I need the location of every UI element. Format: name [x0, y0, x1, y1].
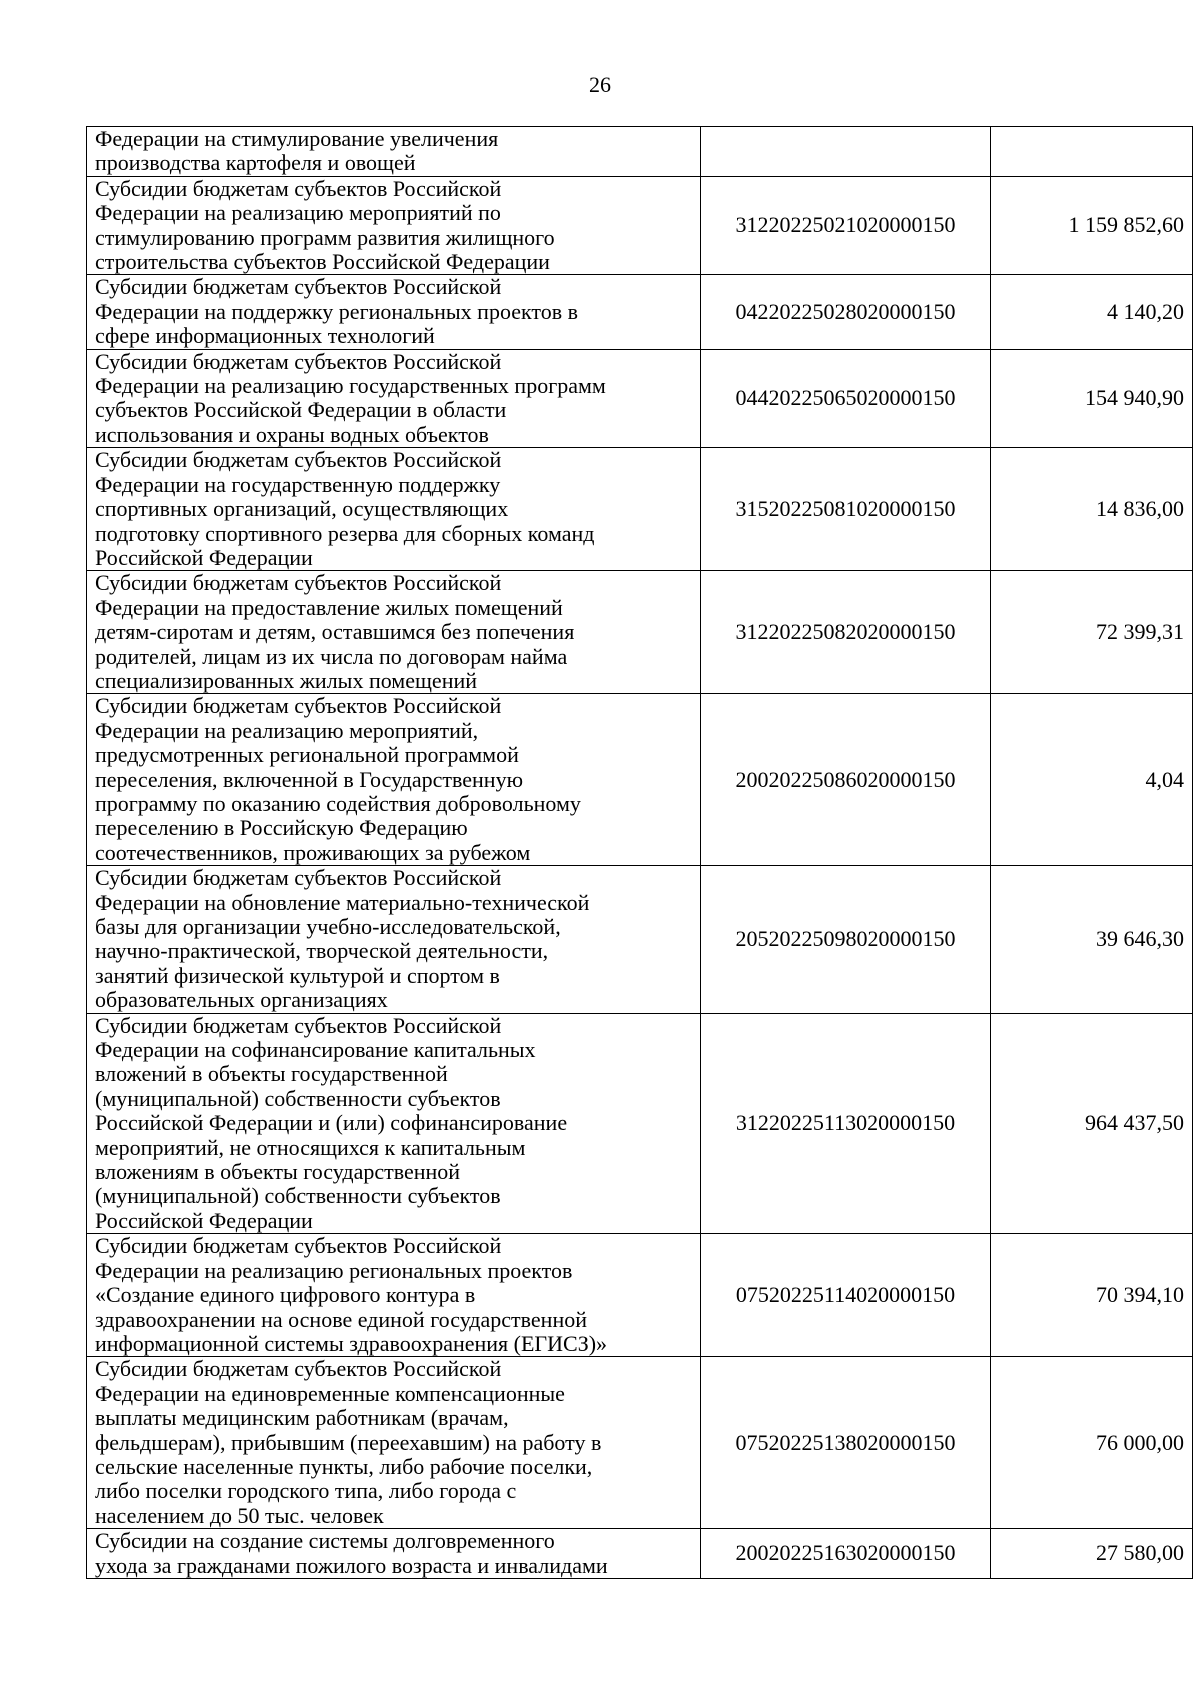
description-line: Субсидии бюджетам субъектов Российской	[95, 693, 502, 719]
description-line: здравоохранении на основе единой государственной	[95, 1306, 587, 1332]
description-line: предусмотренных региональной программой	[95, 742, 519, 768]
row-description	[87, 176, 701, 275]
description-line: переселения, включенной в Государственную	[95, 766, 524, 792]
row-description	[87, 1013, 701, 1234]
row-description	[87, 1234, 701, 1357]
row-budget-code: 20020225163020000150	[701, 1529, 991, 1579]
row-description	[87, 866, 701, 1013]
description-line: Федерации на реализацию государственных программ	[95, 373, 606, 399]
description-line: переселению в Российскую Федерацию	[95, 815, 468, 841]
table-row	[87, 1529, 1193, 1579]
table-row	[87, 1234, 1193, 1357]
description-line: Федерации на государственную поддержку	[95, 471, 501, 497]
row-description	[87, 448, 701, 571]
row-budget-code: 07520225138020000150	[701, 1357, 991, 1529]
table-row	[87, 1013, 1193, 1234]
row-description	[87, 127, 701, 177]
row-budget-code: 04420225065020000150	[701, 349, 991, 448]
description-line: ухода за гражданами пожилого возраста и инвалидами	[95, 1552, 608, 1578]
row-budget-code: 31220225113020000150	[701, 1013, 991, 1234]
description-line: спортивных организаций, осуществляющих	[95, 496, 509, 522]
row-budget-code: 31220225021020000150	[701, 176, 991, 275]
description-line: образовательных организациях	[95, 987, 388, 1013]
row-amount: 964 437,50	[991, 1013, 1193, 1234]
row-description	[87, 1357, 701, 1529]
table-body	[87, 127, 1193, 1579]
description-line: Субсидии бюджетам субъектов Российской	[95, 348, 502, 374]
description-line: производства картофеля и овощей	[95, 150, 416, 176]
description-line: базы для организации учебно-исследовательской,	[95, 914, 561, 939]
description-line: Федерации на софинансирование капитальных	[95, 1037, 536, 1063]
description-line: подготовку спортивного резерва для сборных команд	[95, 520, 595, 546]
row-budget-code: 31220225082020000150	[701, 571, 991, 694]
table-row	[87, 448, 1193, 571]
subsidies-table	[86, 126, 1193, 1579]
description-line: сфере информационных технологий	[95, 323, 435, 349]
description-line: Субсидии бюджетам субъектов Российской	[95, 570, 502, 596]
description-line: мероприятий, не относящихся к капитальным	[95, 1134, 526, 1160]
description-line: Российской Федерации и (или) софинансирование	[95, 1110, 568, 1136]
row-description	[87, 694, 701, 866]
description-line: вложений в объекты государственной	[95, 1061, 448, 1087]
description-line: стимулированию программ развития жилищного	[95, 224, 555, 250]
row-amount: 72 399,31	[991, 571, 1193, 694]
description-line: Субсидии бюджетам субъектов Российской	[95, 1012, 502, 1038]
row-amount: 4,04	[991, 694, 1193, 866]
description-line: Федерации на стимулирование увеличения	[95, 126, 499, 151]
table-row	[87, 176, 1193, 275]
description-line: Федерации на реализацию мероприятий по	[95, 200, 501, 226]
description-line: программу по оказанию содействия добровольному	[95, 790, 581, 816]
table-row	[87, 127, 1193, 177]
description-line: Российской Федерации	[95, 544, 313, 570]
table-row	[87, 694, 1193, 866]
description-line: выплаты медицинским работникам (врачам,	[95, 1405, 509, 1431]
row-amount: 76 000,00	[991, 1357, 1193, 1529]
row-amount	[991, 127, 1193, 177]
description-line: Федерации на предоставление жилых помещений	[95, 594, 563, 620]
description-line: информационной системы здравоохранения (ЕГИСЗ)»	[95, 1330, 608, 1356]
row-budget-code: 20020225086020000150	[701, 694, 991, 866]
row-description	[87, 1529, 701, 1579]
row-description	[87, 349, 701, 448]
row-amount: 154 940,90	[991, 349, 1193, 448]
table-row	[87, 1357, 1193, 1529]
description-line: населением до 50 тыс. человек	[95, 1502, 384, 1528]
row-amount: 70 394,10	[991, 1234, 1193, 1357]
row-amount: 27 580,00	[991, 1529, 1193, 1579]
table-row	[87, 349, 1193, 448]
description-line: Федерации на реализацию мероприятий,	[95, 717, 479, 743]
description-line: Федерации на единовременные компенсационные	[95, 1380, 565, 1406]
description-line: Федерации на обновление материально-технической	[95, 889, 590, 915]
page-number: 26	[589, 72, 611, 97]
description-line: Федерации на поддержку региональных проектов в	[95, 298, 578, 324]
row-amount: 1 159 852,60	[991, 176, 1193, 275]
description-line: Субсидии бюджетам субъектов Российской	[95, 447, 502, 473]
row-budget-code: 31520225081020000150	[701, 448, 991, 571]
description-line: (муниципальной) собственности субъектов	[95, 1085, 501, 1111]
description-line: Субсидии на создание системы долговременного	[95, 1528, 555, 1554]
row-budget-code: 04220225028020000150	[701, 275, 991, 349]
table-row	[87, 571, 1193, 694]
description-line: (муниципальной) собственности субъектов	[95, 1183, 501, 1209]
description-line: занятий физической культурой и спортом в	[95, 962, 500, 988]
description-line: научно-практической, творческой деятельности,	[95, 938, 549, 964]
description-line: соотечественников, проживающих за рубежом	[95, 839, 531, 865]
table-row	[87, 866, 1193, 1013]
description-line: сельские населенные пункты, либо рабочие поселки,	[95, 1453, 593, 1479]
description-line: Субсидии бюджетам субъектов Российской	[95, 274, 502, 300]
row-budget-code: 07520225114020000150	[701, 1234, 991, 1357]
description-line: Субсидии бюджетам субъектов Российской	[95, 865, 502, 891]
description-line: использования и охраны водных объектов	[95, 421, 489, 447]
description-line: Субсидии бюджетам субъектов Российской	[95, 1356, 502, 1382]
description-line: вложениям в объекты государственной	[95, 1159, 461, 1185]
row-amount: 4 140,20	[991, 275, 1193, 349]
description-line: «Создание единого цифрового контура в	[95, 1282, 476, 1308]
description-line: специализированных жилых помещений	[95, 667, 478, 693]
description-line: строительства субъектов Российской Федерации	[95, 249, 550, 275]
row-description	[87, 275, 701, 349]
description-line: субъектов Российской Федерации в области	[95, 397, 507, 423]
row-budget-code: 20520225098020000150	[701, 866, 991, 1013]
description-line: либо поселки городского типа, либо города с	[95, 1478, 517, 1504]
description-line: Федерации на реализацию региональных проектов	[95, 1257, 573, 1283]
description-line: родителей, лицам из их числа по договорам найма	[95, 643, 568, 669]
description-line: Субсидии бюджетам субъектов Российской	[95, 1233, 502, 1259]
row-description	[87, 571, 701, 694]
description-line: детям-сиротам и детям, оставшимся без попечения	[95, 619, 575, 645]
row-amount: 39 646,30	[991, 866, 1193, 1013]
table-row	[87, 275, 1193, 349]
description-line: фельдшерам), прибывшим (переехавшим) на работу в	[95, 1429, 602, 1455]
description-line: Российской Федерации	[95, 1207, 313, 1233]
description-line: Субсидии бюджетам субъектов Российской	[95, 175, 502, 201]
row-amount: 14 836,00	[991, 448, 1193, 571]
row-budget-code	[701, 127, 991, 177]
